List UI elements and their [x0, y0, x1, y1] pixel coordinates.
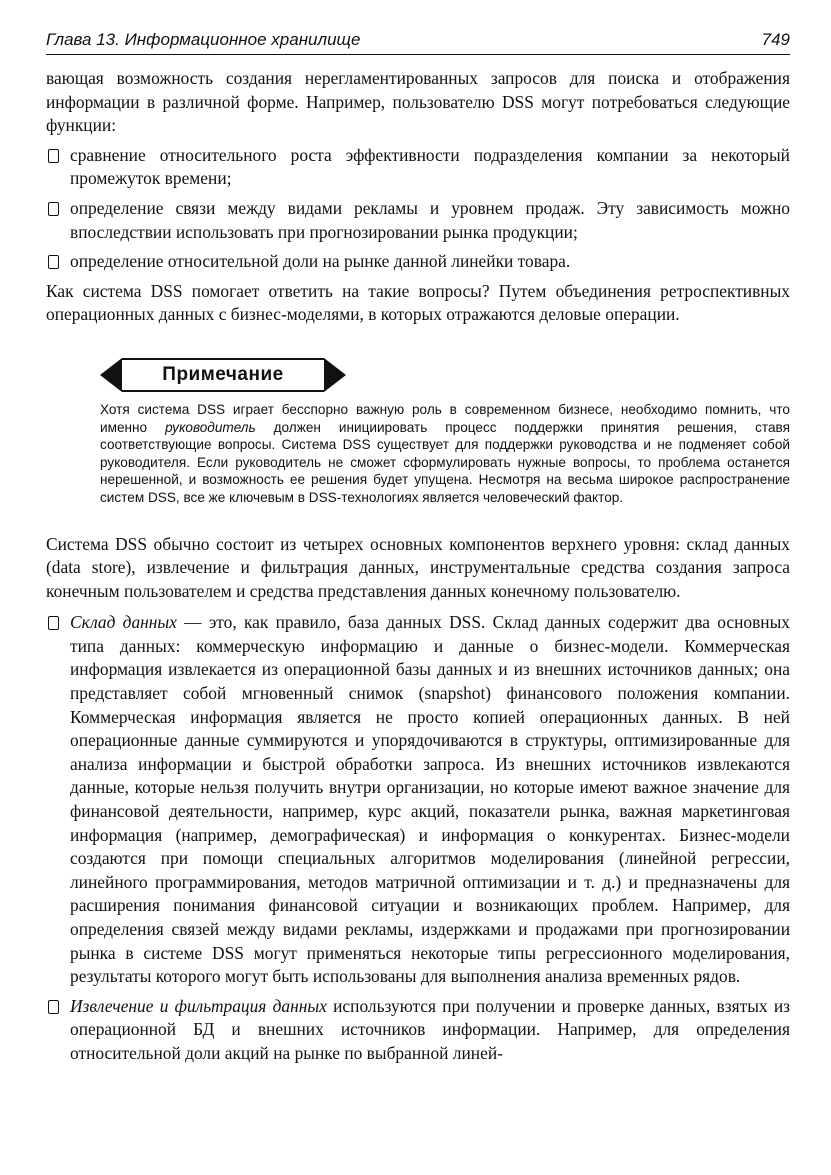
list-item	[46, 197, 790, 244]
note-text-end: должен инициировать процесс поддержки принятия решения, ставя соответствующие вопросы. Система DSS существует для поддержки руководства и не подменяет собой руководителя. Если руководитель не сможет сформулировать нужные вопросы, то проблема останется нерешенной, и возможность ее решения будет упущена. Несмотря на весьма широкое распространение систем DSS, все же ключевым в DSS-технологиях является человеческий фактор.	[100, 419, 790, 505]
term: Склад данных	[70, 612, 177, 633]
checkbox-bullet-icon	[48, 202, 59, 216]
running-header	[46, 30, 790, 55]
arrow-right-icon	[324, 358, 346, 392]
components-list	[46, 611, 790, 1065]
list-item-text: сравнение относительного роста эффективности подразделения компании за некоторый промежуток времени;	[70, 144, 790, 189]
term: Извлечение и фильтрация данных	[70, 995, 327, 1016]
page-number: 749	[761, 30, 790, 49]
list-item	[46, 250, 790, 274]
functions-list	[46, 144, 790, 274]
chapter-title: Глава 13. Информационное хранилище	[46, 30, 361, 49]
checkbox-bullet-icon	[48, 255, 59, 269]
components-paragraph: Система DSS обычно состоит из четырех основных компонентов верхнего уровня: склад данных (data store), извлечение и фильтрация данных, инструментальные средства создания запроса конечным пользователем и средства представления данных конечному пользователю.	[46, 533, 790, 601]
list-item-text: определение связи между видами рекламы и уровнем продаж. Эту зависимость можно впоследствии использовать при прогнозировании рынка продукции;	[70, 197, 790, 242]
checkbox-bullet-icon	[48, 1000, 59, 1014]
term-description: используются при получении и проверке данных, взятых из операционной БД и внешних источников информации. Например, для определения относительной доли акций на рынке по выбранной линей-	[70, 995, 790, 1063]
list-item	[46, 144, 790, 191]
term-description: — это, как правило, база данных DSS. Склад данных содержит два основных типа данных: коммерческую информацию и данные о бизнес-модели. Коммерческая информация извлекается из операционной базы данных и из внешних источников данных; она представляет собой мгновенный снимок (snapshot) финансового положения компании. Коммерческая информация является не просто копией операционных данных. В ней операционные данные суммируются и упорядочиваются в структуры, оптимизированные для анализа информации и быстрой обработки запроса. Из внешних источников извлекаются данные, которые нельзя получить внутри организации, но которые имеют важное значение для финансовой деятельности, например, курс акций, показатели рынка, важная маркетинговая информация (например, демографическая) и информация о конкурентах. Бизнес-модели создаются при помощи специальных алгоритмов моделирования (линейной регрессии, линейного программирования, методов матричной оптимизации и т. д.) и предназначены для расширения понимания финансовой ситуации и возникающих проблем. Например, для определения связей между видами рекламы, издержками и продажами при прогнозировании рынка в системе DSS могут применяться некоторые типы регрессионного моделирования, результаты которого могут быть использованы для выполнения анализа временных рядов.	[70, 612, 790, 987]
list-item	[46, 995, 790, 1066]
book-page	[46, 30, 790, 1072]
question-paragraph: Как система DSS помогает ответить на такие вопросы? Путем объединения ретроспективных операционных данных с бизнес-моделями, в которых отражаются деловые операции.	[46, 280, 790, 325]
note-text-start: Хотя система DSS играет бесспорно важную роль в современном бизнесе, необходимо помнить, что именно	[100, 401, 790, 435]
list-item-text: определение относительной доли на рынке данной линейки товара.	[70, 251, 571, 272]
checkbox-bullet-icon	[48, 149, 59, 163]
note-emphasis: руководитель	[165, 419, 256, 435]
intro-paragraph: вающая возможность создания нерегламентированных запросов для поиска и отображения информации в различной форме. Например, пользователю DSS могут потребоваться следующие функции:	[46, 68, 790, 136]
arrow-left-icon	[100, 358, 122, 392]
list-item	[46, 611, 790, 989]
note-box	[100, 357, 790, 507]
note-banner	[100, 357, 346, 393]
note-text	[100, 401, 790, 507]
note-title: Примечание	[122, 358, 324, 392]
checkbox-bullet-icon	[48, 616, 59, 630]
